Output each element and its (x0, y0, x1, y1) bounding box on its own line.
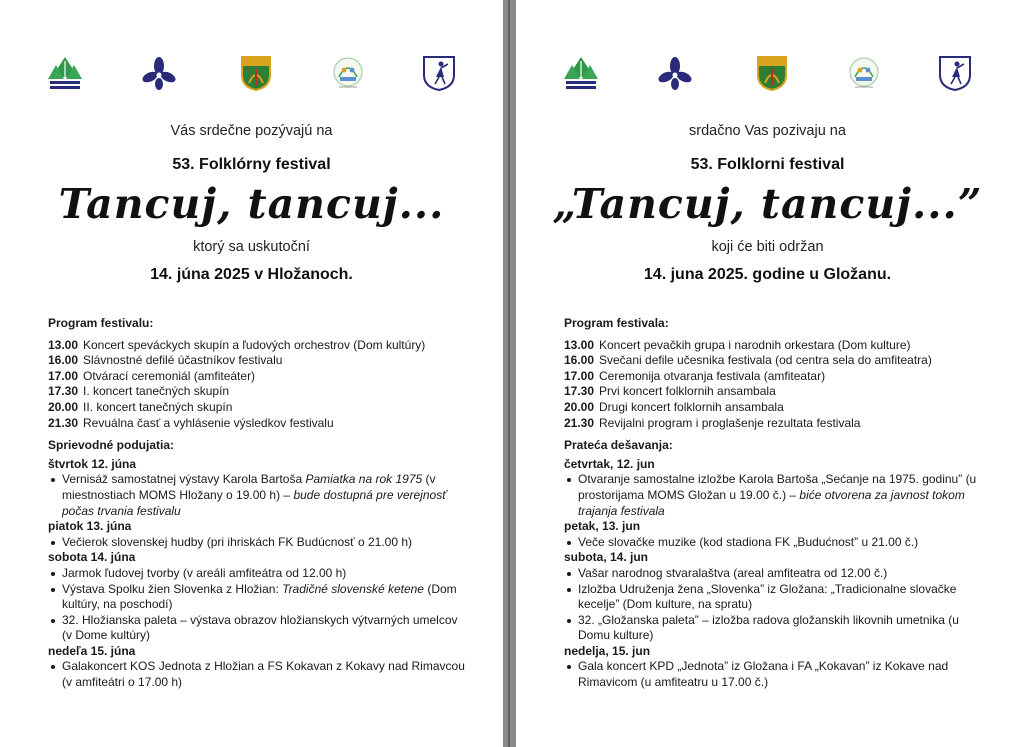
event-title: Pamiatka na rok 1975 (305, 472, 423, 487)
schedule-text: Revuálna časť a vyhlásenie výsledkov festivalu (83, 415, 334, 430)
schedule-time: 21.30 (48, 415, 79, 430)
schedule-time: 20.00 (48, 399, 79, 414)
flower-emblem-icon (658, 55, 692, 91)
event-item: Galakoncert KOS Jednota z Hložian a FS Kokavan z Kokavy nad Rimavcou (v amfiteátri o 17.00 h) (48, 659, 468, 690)
schedule-text: Ceremonija otvaranja festivala (amfiteatar) (599, 368, 826, 383)
festival-emblem-icon (847, 55, 881, 91)
day-heading: sobota 14. júna (48, 550, 136, 565)
schedule-text: I. koncert tanečných skupín (83, 384, 230, 399)
schedule-text: Svečani defile učesnika festivala (od centra sela do amfiteatra) (599, 353, 932, 368)
schedule-item (48, 416, 468, 432)
schedule-time: 16.00 (48, 353, 79, 368)
page-divider (508, 0, 510, 747)
schedule-text: Koncert speváckych skupín a ľudových orchestrov (Dom kultúry) (83, 337, 426, 352)
coat-of-arms-icon (239, 55, 273, 91)
schedule-text: Drugi koncert folklornih ansambala (599, 399, 784, 414)
schedule-item (564, 338, 984, 354)
schedule-text: Slávnostné defilé účastníkov festivalu (83, 353, 283, 368)
event-item: Gala koncert KPD „Jednota” iz Gložana i FA „Kokavan” iz Kokave nad Rimavicom (u amfiteatru u 17.00 č.) (564, 659, 984, 690)
schedule-item (564, 416, 984, 432)
schedule-item (564, 369, 984, 385)
day-heading: nedelja, 15. jun (564, 643, 651, 658)
invitation-page-serbian (516, 0, 1019, 747)
event-item: Večierok slovenskej hudby (pri ihriskách FK Budúcnosť o 21.00 h) (48, 535, 468, 551)
schedule-time: 17.30 (564, 384, 595, 399)
event-note: biće otvorena za javnost tokom trajanja festivala (578, 487, 965, 518)
logo-row (48, 55, 455, 91)
event-text: Otvaranje samostalne izložbe Karola Bartoša „Sećanje na 1975. godinu” (u prostorijama MOMS Gložan u 19.00 č.) – (578, 472, 977, 502)
schedule-item (564, 400, 984, 416)
day-heading: nedeľa 15. júna (48, 643, 136, 658)
festival-date: 14. juna 2025. godine u Gložanu. (643, 266, 892, 283)
dancer-shield-icon (938, 55, 972, 91)
schedule-item (48, 400, 468, 416)
event-title: Tradičné slovenské ketene (282, 581, 424, 596)
event-item (48, 582, 468, 613)
side-events-title: Prateća dešavanja: (564, 438, 673, 453)
festival-name: 53. Folklórny festival (172, 156, 331, 173)
day-heading: piatok 13. júna (48, 519, 132, 534)
invitation-page-slovak (0, 0, 503, 747)
coat-of-arms-icon (755, 55, 789, 91)
program-title: Program festivala: (564, 316, 669, 330)
mountain-emblem-icon (564, 55, 598, 91)
program-title: Program festivalu: (48, 316, 154, 330)
schedule-list (48, 338, 468, 432)
schedule-time: 13.00 (564, 337, 595, 352)
schedule-item (564, 353, 984, 369)
event-text: Vernisáž samostatnej výstavy Karola Bartoša (62, 472, 306, 487)
schedule-text: Otvárací ceremoniál (amfiteáter) (83, 368, 256, 383)
schedule-item (48, 369, 468, 385)
festival-name: 53. Folklorni festival (690, 156, 845, 173)
schedule-time: 17.00 (48, 368, 79, 383)
event-item: Jarmok ľudovej tvorby (v areáli amfiteátra od 12.00 h) (48, 566, 468, 582)
schedule-text: Revijalni program i proglašenje rezultata festivala (599, 415, 861, 430)
schedule-time: 13.00 (48, 337, 79, 352)
schedule-text: II. koncert tanečných skupín (83, 399, 233, 414)
schedule-time: 21.30 (564, 415, 595, 430)
event-item (48, 472, 468, 519)
program-section (48, 316, 468, 691)
schedule-list (564, 338, 984, 432)
event-item: Vašar narodnog stvaralaštva (areal amfiteatra od 12.00 č.) (564, 566, 984, 582)
event-text: Výstava Spolku žien Slovenka z Hložian: (62, 581, 283, 596)
day-heading: petak, 13. jun (564, 519, 641, 534)
flower-emblem-icon (142, 55, 176, 91)
held-line: ktorý sa uskutoční (193, 239, 310, 255)
festival-title: Tancuj, tancuj... (58, 180, 445, 228)
festival-emblem-icon (331, 55, 365, 91)
day-heading: četvrtak, 12. jun (564, 456, 655, 471)
event-item: Izložba Udruženja žena „Slovenka” iz Gložana: „Tradicionalne slovačke kecelje” (Dom kulture, na spratu) (564, 582, 984, 613)
schedule-item (48, 353, 468, 369)
schedule-time: 17.00 (564, 368, 595, 383)
schedule-text: Koncert pevačkih grupa i narodnih orkestara (Dom kulture) (599, 337, 911, 352)
festival-date: 14. júna 2025 v Hložanoch. (150, 266, 353, 283)
schedule-item (48, 384, 468, 400)
schedule-time: 20.00 (564, 399, 595, 414)
mountain-emblem-icon (48, 55, 82, 91)
held-line: koji će biti održan (711, 239, 824, 255)
schedule-time: 16.00 (564, 353, 595, 368)
dancer-shield-icon (422, 55, 456, 91)
logo-row (564, 55, 971, 91)
side-events-title: Sprievodné podujatia: (48, 438, 175, 453)
event-item (564, 472, 984, 519)
schedule-item (564, 384, 984, 400)
day-heading: subota, 14. jun (564, 550, 649, 565)
schedule-time: 17.30 (48, 384, 79, 399)
event-text: (v miestnostiach MOMS Hložany o 19.00 h) – (62, 472, 436, 502)
schedule-item (48, 338, 468, 354)
event-note: bude dostupná pre verejnosť počas trvania festivalu (62, 487, 447, 518)
event-item: Veče slovačke muzike (kod stadiona FK „Budućnost” u 21.00 č.) (564, 535, 984, 551)
day-heading: štvrtok 12. júna (48, 456, 137, 471)
festival-title: „Tancuj, tancuj...” (552, 180, 983, 228)
invitation-line: srdačno Vas pozivaju na (689, 123, 846, 139)
event-item: 32. „Gložanska paleta” – izložba radova gložanskih likovnih umetnika (u Domu kulture) (564, 613, 984, 644)
program-section (564, 316, 984, 691)
event-text: (Dom kultúry, na poschodí) (62, 581, 457, 612)
schedule-text: Prvi koncert folklornih ansambala (599, 384, 776, 399)
invitation-line: Vás srdečne pozývajú na (170, 123, 333, 139)
event-item: 32. Hložianska paleta – výstava obrazov hložianskych výtvarných umelcov (v Dome kultúry) (48, 613, 468, 644)
